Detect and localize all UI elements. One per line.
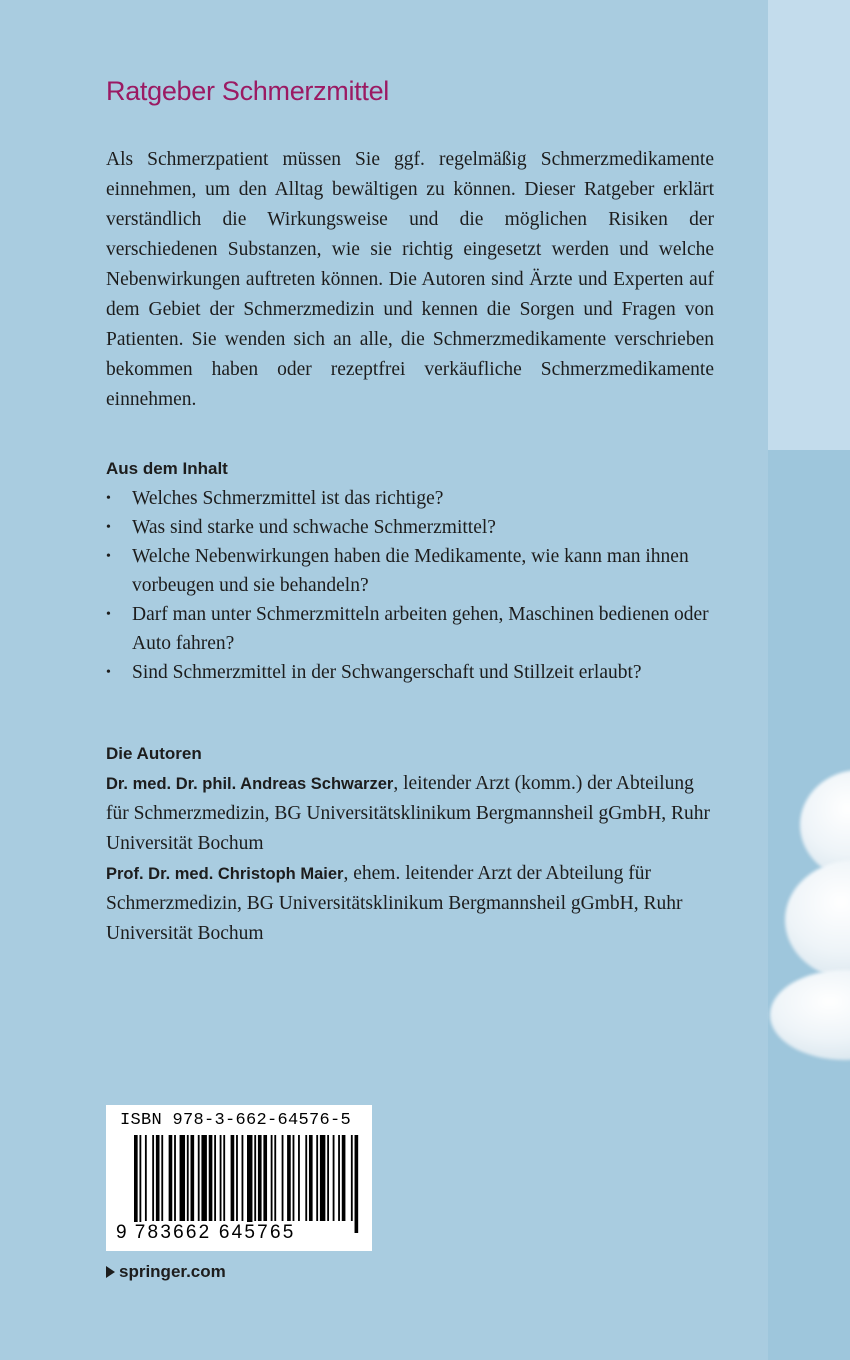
list-item: • Welche Nebenwirkungen haben die Medikamente, wie kann man ihnen vorbeugen und sie behandeln?: [106, 542, 714, 600]
barcode-bar: [271, 1135, 273, 1221]
barcode-bar: [355, 1135, 359, 1233]
barcode-bar: [231, 1135, 235, 1221]
list-item: • Darf man unter Schmerzmitteln arbeiten gehen, Maschinen bedienen oder Auto fahren?: [106, 600, 714, 658]
barcode: [106, 1105, 372, 1251]
barcode-bar: [139, 1135, 141, 1233]
author-entry: [106, 859, 714, 949]
barcode-bar: [161, 1135, 163, 1221]
author-name: Dr. med. Dr. phil. Andreas Schwarzer: [106, 775, 394, 793]
barcode-bar: [152, 1135, 154, 1221]
isbn-label: ISBN 978-3-662-64576-5: [120, 1111, 352, 1130]
barcode-bar: [187, 1135, 189, 1221]
barcode-bar: [263, 1135, 267, 1221]
authors-heading: Die Autoren: [106, 744, 202, 763]
barcode-bar: [293, 1135, 295, 1221]
author-description: , ehem. leitender Arzt der Abteilung für Schmerzmedizin, BG Universitätsklinikum Bergmannsheil gGmbH, Ruhr Universität Bochum: [106, 863, 683, 944]
barcode-bar: [338, 1135, 340, 1221]
barcode-digits-left: 783662: [134, 1222, 212, 1243]
barcode-bar: [258, 1135, 262, 1221]
barcode-bar: [134, 1135, 138, 1233]
barcode-bar: [320, 1135, 325, 1221]
contents-list: [106, 484, 714, 687]
barcode-bar: [191, 1135, 195, 1221]
list-item: • Was sind starke und schwache Schmerzmittel?: [106, 513, 714, 542]
barcode-bar: [169, 1135, 173, 1221]
barcode-bar: [174, 1135, 176, 1221]
barcode-bar: [145, 1135, 147, 1221]
barcode-bar: [198, 1135, 200, 1221]
barcode-bar: [298, 1135, 300, 1221]
author-description: , leitender Arzt (komm.) der Abteilung für Schmerzmedizin, BG Universitätsklinikum Bergmannsheil gGmbH, Ruhr Universität Bochum: [106, 773, 711, 854]
barcode-bar: [209, 1135, 213, 1221]
background-strip-top: [768, 0, 850, 450]
barcode-bar: [287, 1135, 291, 1221]
barcode-bar: [156, 1135, 160, 1221]
barcode-digit-lead: 9: [116, 1222, 129, 1243]
author-entry: [106, 769, 714, 859]
barcode-bar: [223, 1135, 225, 1221]
barcode-bar: [180, 1135, 185, 1221]
barcode-bar: [282, 1135, 284, 1221]
barcode-bar: [316, 1135, 318, 1221]
barcode-digits-right: 645765: [218, 1222, 296, 1243]
barcode-bar: [254, 1135, 256, 1221]
barcode-bar: [220, 1135, 222, 1221]
authors-section: [106, 769, 714, 949]
barcode-bar: [242, 1135, 244, 1221]
barcode-bar: [201, 1135, 206, 1221]
springer-link-text[interactable]: springer.com: [119, 1262, 226, 1281]
barcode-bar: [327, 1135, 329, 1221]
barcode-bar: [309, 1135, 313, 1221]
barcode-bar: [342, 1135, 346, 1221]
arrow-icon: [106, 1266, 115, 1278]
intro-text: Als Schmerzpatient müssen Sie ggf. regelmäßig Schmerzmedikamente einnehmen, um den Alltag bewältigen zu können. Dieser Ratgeber erklärt verständlich die Wirkungsweise und die möglichen Risiken der verschiedenen Substanzen, wie sie richtig eingesetzt werden und welche Nebenwirkungen auftreten können. Die Autoren sind Ärzte und Experten auf dem Gebiet der Schmerzmedizin und kennen die Sorgen und Fragen von Patienten. Sie wenden sich an alle, die Schmerzmedikamente verschrieben bekommen haben oder rezeptfrei verkäufliche Schmerzmedikamente einnehmen.: [106, 149, 714, 410]
barcode-digits: [116, 1222, 295, 1244]
contents-heading: Aus dem Inhalt: [106, 459, 228, 478]
barcode-bar: [236, 1135, 238, 1221]
list-item: • Sind Schmerzmittel in der Schwangerschaft und Stillzeit erlaubt?: [106, 658, 714, 687]
list-item: • Welches Schmerzmittel ist das richtige?: [106, 484, 714, 513]
barcode-bar: [247, 1135, 252, 1233]
book-title: Ratgeber Schmerzmittel: [106, 76, 390, 106]
barcode-bar: [274, 1135, 276, 1221]
springer-link[interactable]: [106, 1262, 226, 1282]
barcode-bar: [351, 1135, 353, 1221]
barcode-bar: [333, 1135, 335, 1221]
author-name: Prof. Dr. med. Christoph Maier: [106, 865, 344, 883]
barcode-bar: [305, 1135, 307, 1221]
barcode-bars: [134, 1135, 360, 1233]
barcode-bar: [214, 1135, 216, 1221]
